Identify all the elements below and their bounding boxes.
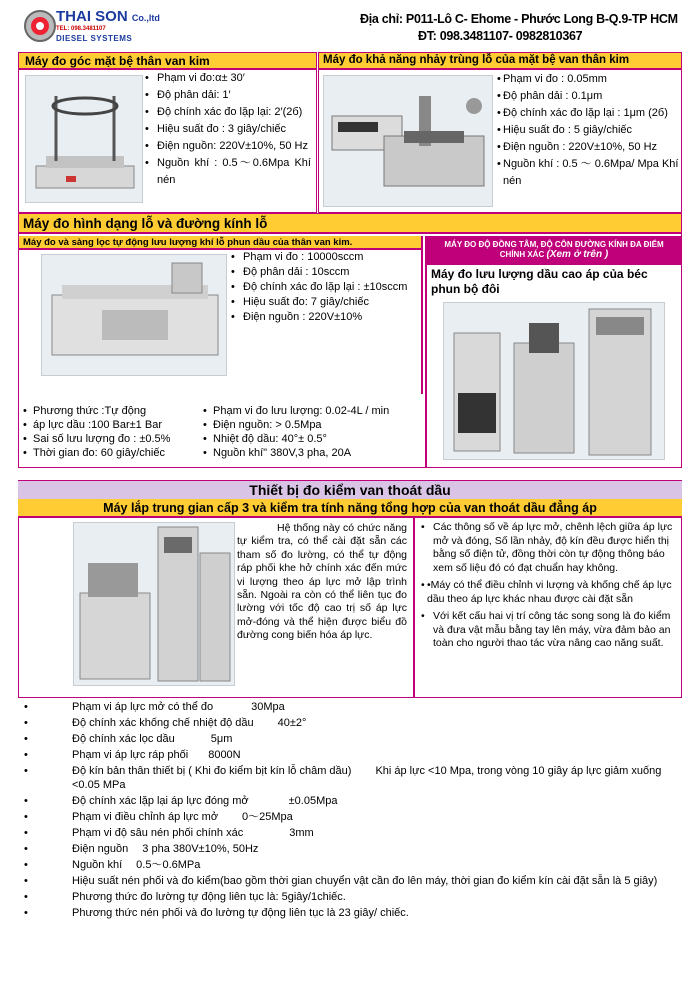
- spec-row: • Điện nguồn 3 pha 380V±10%, 50Hz: [24, 842, 684, 856]
- spec-row: • Nguồn khí 0.5～0.6MPa: [24, 858, 684, 872]
- company-name: THAI SON: [56, 8, 128, 25]
- main-spec-list: [24, 700, 684, 920]
- s1-specs: [145, 70, 311, 189]
- airflow-machine-photo: [41, 254, 227, 376]
- spec-item: • Hiệu suất đo: 7 giây/chiếc: [231, 295, 417, 310]
- company-tel: TEL: 098.3481107: [56, 26, 106, 32]
- s3-subtitle: Máy đo và sàng lọc tự động lưu lượng khí lỗ phun dầu của thân van kim.: [19, 236, 421, 250]
- spec-row: • Phạm vi áp lực ráp phối 8000N: [24, 748, 684, 762]
- s3-right-title: Máy đo lưu lượng dầu cao áp của béc phun bộ đôi: [431, 267, 648, 296]
- section-title: Máy đo góc mặt bệ thân van kim: [19, 53, 316, 70]
- s4-right-panel: [413, 518, 683, 698]
- s2-specs: [497, 71, 679, 190]
- section-angle-measure: [18, 52, 317, 213]
- spec-item: • Độ phân dải : 0.1μm: [497, 88, 679, 105]
- spec-row: • Phương thức đo lường tự động liên tục là: 5giây/1chiếc.: [24, 890, 684, 904]
- spec-item: • Nhiệt độ dầu: 40°± 0.5°: [203, 432, 425, 446]
- s4-description: Hệ thống này có chức năng tự kiểm tra, có thể cài đặt sẵn các tham số đo lường, có thể tự động ráp phối khe hở chính xác đến mức vi lượng theo áp lực mở lập trình sẵn. Ngoài ra còn có thể liên tục đo lường với tốc độ cao trị số áp lực mở-đóng và thể hiện được biểu đồ đường cong biến hóa áp lực.: [237, 522, 407, 642]
- spec-item: • Điện nguồn : 220V±10%, 50 Hz: [497, 139, 679, 156]
- feature-item: • Với kết cấu hai vị trí công tác song song là đo kiểm và đưa vật mẫu bằng tay lên máy, vừa đảm bảo an toàn cho người thao tác vừa nâng cao năng suất.: [421, 610, 677, 651]
- spec-item: • Độ chính xác đo lặp lại : 1μm (2б): [497, 105, 679, 122]
- spec-item: • Độ chính xác đo lặp lại: 2′(2б): [145, 104, 311, 121]
- spec-item: • Hiệu suất đo : 5 giây/chiếc: [497, 122, 679, 139]
- spec-item: • Độ chính xác đo lặp lại : ±10sccm: [231, 280, 417, 295]
- fuel-flow-machine-photo: [443, 302, 665, 460]
- runout-machine-photo: [323, 75, 493, 207]
- s3-specs: [231, 250, 417, 325]
- spec-item: • Độ phân dải: 1′: [145, 87, 311, 104]
- spec-item: • Điện nguồn : 220V±10%: [231, 310, 417, 325]
- s3-right-box: [425, 236, 681, 467]
- spec-row: • Độ kín bản thân thiết bị ( Khi đo kiểm bịt kín lỗ châm dầu) Khi áp lực <10 Mpa, trong vòng 10 giây áp lực giảm xuống <0.05 MPa: [24, 764, 684, 792]
- gear-logo-icon: [22, 8, 58, 44]
- spec-row: • Độ chính xác khống chế nhiệt độ dầu 40±2°: [24, 716, 684, 730]
- s3-left-box: [19, 236, 423, 394]
- spec-item: • Nguồn khí : 0.5～0.6Mpa Khí nén: [145, 155, 311, 189]
- spec-item: • Phạm vi đo : 0.05mm: [497, 71, 679, 88]
- spec-row: • Phạm vi điều chỉnh áp lực mở 0～25Mpa: [24, 810, 684, 824]
- angle-machine-photo: [25, 75, 143, 203]
- company-tagline: DIESEL SYSTEMS: [56, 34, 133, 43]
- spec-item: • Sai số lưu lượng đo : ±0.5%: [23, 432, 203, 446]
- s4-right-list: [421, 521, 677, 651]
- s3-right-header: MÁY ĐO ĐỘ ĐỒNG TÂM, ĐỘ CÔN ĐƯỜNG KÍNH ĐA ĐIỂM CHÍNH XÁC (Xem ở trên ): [427, 238, 681, 265]
- s3-right-col: [203, 404, 425, 460]
- spec-item: • Nguồn khí : 0.5 ～ 0.6Mpa/ Mpa Khí nén: [497, 156, 679, 190]
- spec-row: • Hiệu suất nén phối và đo kiểm(bao gồm thời gian chuyển vật cần đo lên máy, thời gian đo kiểm kín cài đặt sẵn là 5 giây): [24, 874, 684, 888]
- spec-item: • Điện nguồn: > 0.5Mpa: [203, 418, 425, 432]
- phone: ĐT: 098.3481107- 0982810367: [418, 29, 583, 43]
- spec-item: • Thời gian đo: 60 giây/chiếc: [23, 446, 203, 460]
- section-hole-shape: [18, 213, 682, 468]
- spec-row: • Phạm vi độ sâu nén phối chính xác 3mm: [24, 826, 684, 840]
- address: Địa chỉ: P011-Lô C- Ehome - Phước Long B-Q.9-TP HCM: [360, 12, 678, 26]
- spec-item: • Nguồn khí" 380V,3 pha, 20A: [203, 446, 425, 460]
- spec-row: • Độ chính xác lọc dầu 5μm: [24, 732, 684, 746]
- spec-row: • Độ chính xác lặp lại áp lực đóng mở ±0.05Mpa: [24, 794, 684, 808]
- feature-item: • •Máy có thể điều chỉnh vi lượng và khống chế áp lực dầu theo áp lực khác nhau được cài đặt sẵn: [421, 579, 677, 606]
- section-title: Máy đo khả năng nhảy trùng lỗ của mặt bệ van thân kim: [319, 53, 681, 70]
- s4-title: Thiết bị đo kiểm van thoát dầu: [18, 480, 682, 499]
- company-suffix: Co.,ltd: [131, 13, 160, 23]
- s4-body: [18, 518, 682, 698]
- spec-row: • Phạm vi áp lực mở có thể đo 30Mpa: [24, 700, 684, 714]
- spec-item: • Hiệu suất đo : 3 giây/chiếc: [145, 121, 311, 138]
- spec-item: • Phương thức :Tự động: [23, 404, 203, 418]
- spec-item: • Phạm vi đo:α± 30′: [145, 70, 311, 87]
- s3-left-col: [23, 404, 203, 460]
- spec-item: • Điện nguồn: 220V±10%, 50 Hz: [145, 138, 311, 155]
- spec-item: • áp lực dầu :100 Bar±1 Bar: [23, 418, 203, 432]
- section-runout-measure: [318, 52, 682, 213]
- valve-test-machine-photo: [73, 522, 235, 686]
- spec-row: • Phương thức nén phối và đo lường tự động liên tục là 23 giây/ chiếc.: [24, 906, 684, 920]
- feature-item: • Các thông số về áp lực mở, chênh lệch giữa áp lực mở và đóng, Số lần nhảy, độ kín đều được hiển thị bằng số điện tử, đồng thời còn tự động thông báo xem số liệu đó có đạt chuẩn hay không.: [421, 521, 677, 575]
- logo: [22, 8, 172, 44]
- spec-item: • Phạm vi đo : 10000sccm: [231, 250, 417, 265]
- spec-item: • Độ phân dải : 10sccm: [231, 265, 417, 280]
- spec-item: • Phạm vi đo lưu lượng: 0.02-4L / min: [203, 404, 425, 418]
- s4-subtitle: Máy lắp trung gian cấp 3 và kiểm tra tính năng tổng hợp của van thoát dầu đẳng áp: [18, 499, 682, 518]
- section-title: Máy đo hình dạng lỗ và đường kính lỗ: [19, 214, 681, 234]
